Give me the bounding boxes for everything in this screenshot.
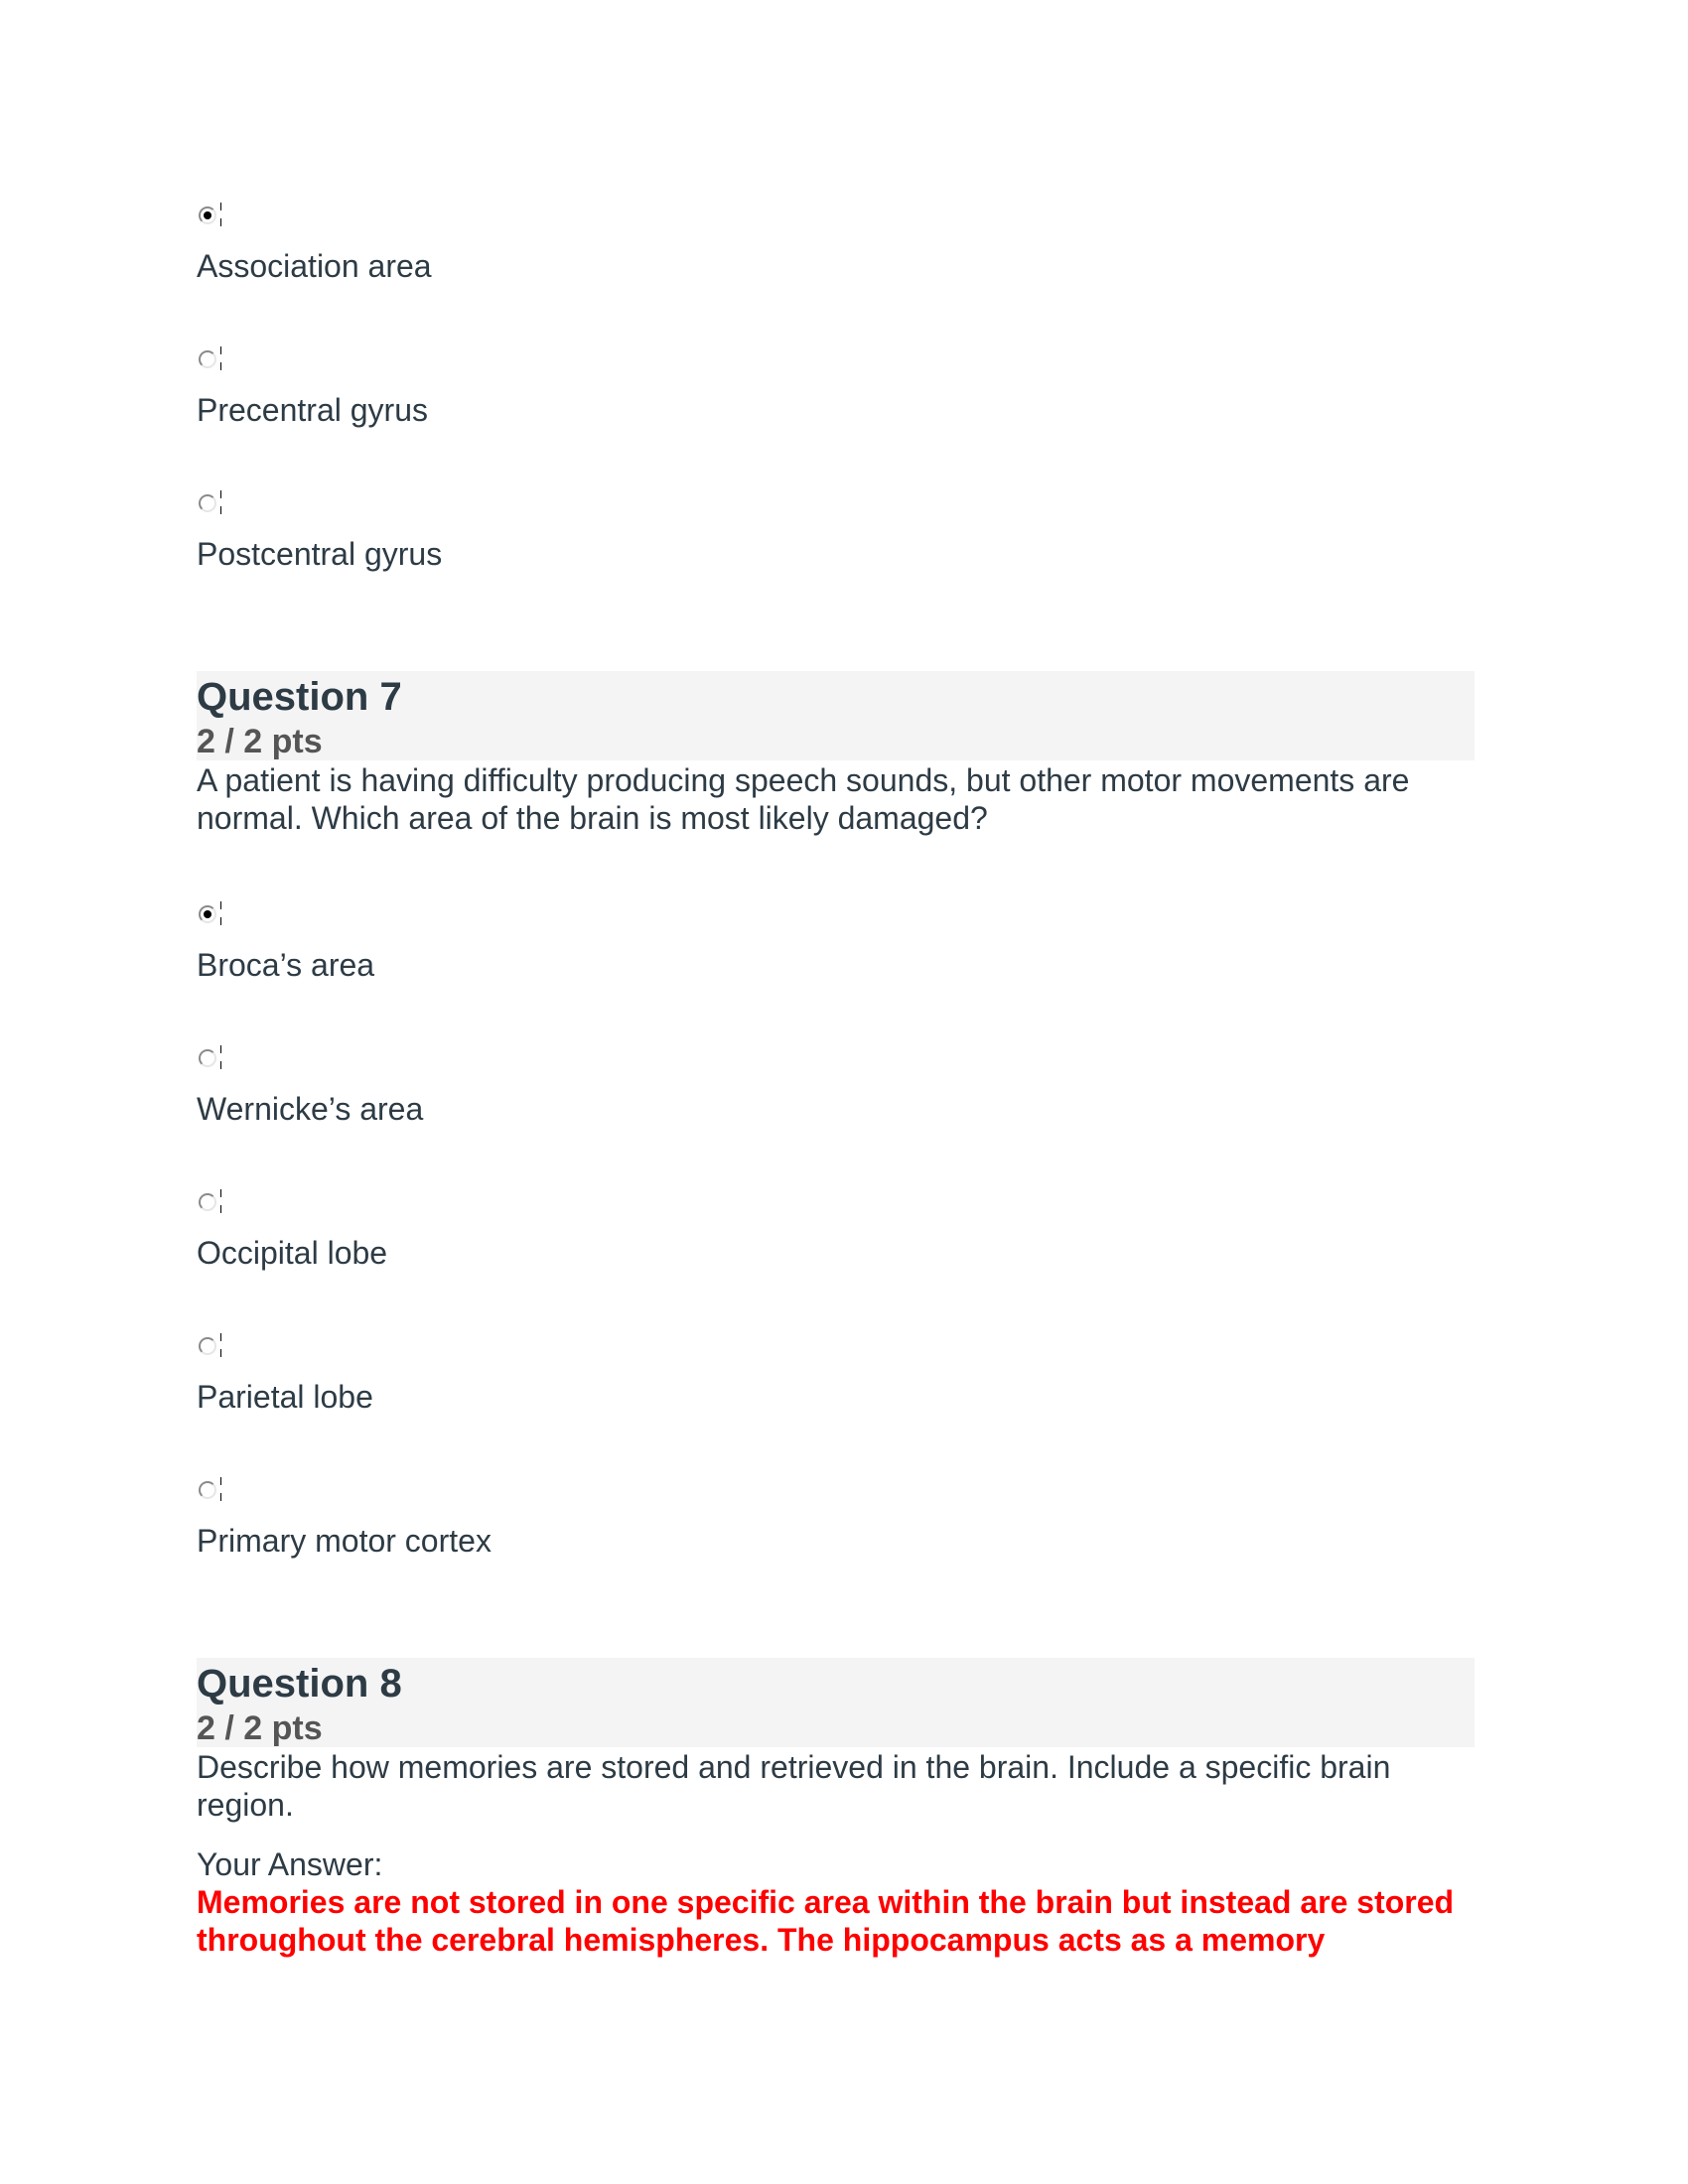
radio-unselected-icon[interactable] (199, 1193, 216, 1211)
option-label: Occipital lobe (197, 1235, 388, 1271)
option-label: Primary motor cortex (197, 1523, 492, 1559)
option-label: Wernicke’s area (197, 1091, 424, 1127)
radio-unselected-icon[interactable] (199, 350, 216, 368)
question-8-header (197, 1658, 1475, 1747)
option-label: Association area (197, 248, 432, 284)
question-prompt: A patient is having difficulty producing speech sounds, but other motor movements are normal. Which area of the brain is most likely damaged? (197, 762, 1410, 836)
question-points: 2 / 2 pts (197, 723, 323, 760)
question-title: Question 7 (197, 675, 402, 719)
option-label: Parietal lobe (197, 1379, 373, 1415)
question-title: Question 8 (197, 1662, 402, 1706)
question-7-header (197, 671, 1475, 760)
question-points: 2 / 2 pts (197, 1709, 323, 1747)
option-label: Precentral gyrus (197, 392, 428, 428)
option-label: Postcentral gyrus (197, 536, 443, 572)
radio-unselected-icon[interactable] (199, 1481, 216, 1499)
question-prompt: Describe how memories are stored and retrieved in the brain. Include a specific brain region. (197, 1749, 1391, 1823)
your-answer-label: Your Answer: (197, 1846, 383, 1882)
option-label: Broca’s area (197, 947, 375, 983)
radio-selected-icon[interactable] (199, 905, 216, 923)
radio-selected-icon[interactable] (199, 206, 216, 224)
radio-unselected-icon[interactable] (199, 494, 216, 512)
radio-unselected-icon[interactable] (199, 1049, 216, 1067)
answer-text: Memories are not stored in one specific area within the brain but instead are stored throughout the cerebral hemispheres. The hippocampus acts as a memory (197, 1884, 1455, 1958)
radio-unselected-icon[interactable] (199, 1337, 216, 1355)
